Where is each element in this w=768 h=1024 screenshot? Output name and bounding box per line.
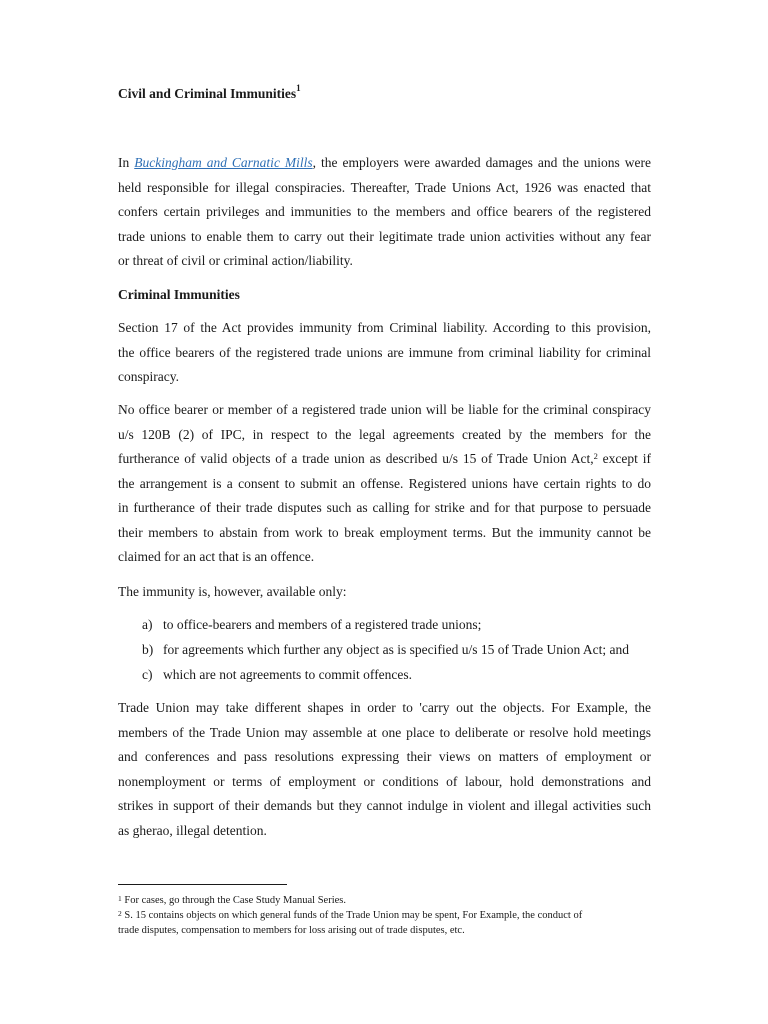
no-office-line-2: u/s 120B (2) of IPC, in respect to the legal agreements created by the members for the: [118, 426, 651, 442]
no-office-line-7: claimed for an act that is an offence.: [118, 549, 315, 564]
no-office-paragraph: [118, 398, 651, 570]
immunity-intro: [118, 580, 651, 605]
section17-line-1: Section 17 of the Act provides immunity from Criminal liability. According to this provision,: [118, 320, 651, 335]
footnote-2-text-line-1: S. 15 contains objects on which general funds of the Trade Union may be spent, For Example, the conduct of: [121, 910, 583, 921]
title-footnote-ref[interactable]: 1: [296, 83, 301, 93]
footnote-ref-2[interactable]: 2: [593, 451, 598, 461]
list-marker: b): [142, 642, 154, 657]
intro-line-5: or threat of civil or criminal action/liability.: [118, 253, 353, 268]
trade-union-line-6: as gherao, illegal detention.: [118, 822, 267, 838]
footnote-separator: [118, 884, 287, 885]
immunity-list: [142, 617, 662, 692]
footnote-1-text: For cases, go through the Case Study Manual Series.: [121, 895, 347, 906]
footnote-2-mark: 2: [118, 909, 122, 918]
list-marker: a): [142, 617, 153, 632]
intro-line-1: [118, 151, 651, 176]
intro-line1-rest: , the employers were awarded damages and the unions were: [312, 155, 652, 170]
no-office-line-4: the arrangement is a consent to submit an offense. Registered unions have certain rights to do: [118, 475, 651, 491]
list-item: [142, 642, 662, 667]
trade-union-line-5: strikes in support of their demands but they cannot indulge in violent and illegal activities such: [118, 798, 651, 813]
case-link-buckingham[interactable]: Buckingham and Carnatic Mills: [134, 155, 313, 170]
list-item-text: to office-bearers and members of a registered trade unions;: [163, 617, 482, 632]
footnote-2-text-line-2: trade disputes, compensation to members for loss arising out of trade disputes, etc.: [118, 925, 465, 936]
footnote-2: [118, 908, 638, 938]
list-item: [142, 617, 662, 642]
intro-prefix: In: [118, 155, 135, 170]
list-item-text: which are not agreements to commit offences.: [163, 667, 413, 682]
criminal-immunities-heading: Criminal Immunities: [118, 287, 240, 302]
no-office-line-5: in furtherance of their trade disputes such as calling for strike and for that purpose to persuade: [118, 500, 651, 515]
title-text: Civil and Criminal Immunities: [118, 86, 297, 101]
section17-line-2: the office bearers of the registered trade unions are immune from criminal liability for criminal: [118, 344, 651, 360]
trade-union-line-1: Trade Union may take different shapes in order to 'carry out the objects. For Example, the: [118, 700, 651, 715]
no-office-line-3b: except if: [597, 451, 651, 466]
intro-line-4: trade unions to enable them to carry out their legitimate trade union activities without any fear: [118, 228, 651, 244]
no-office-line-3: [118, 447, 651, 472]
trade-union-paragraph: [118, 696, 651, 843]
immunity-intro-line: The immunity is, however, available only:: [118, 584, 347, 599]
trade-union-line-3: and conferences and pass resolutions expressing their views on matters of employment or: [118, 749, 651, 764]
intro-line-3: confers certain privileges and immunities to the members and office bearers of the registered: [118, 204, 651, 219]
no-office-line-3a: furtherance of valid objects of a trade union as described u/s 15 of Trade Union Act,: [118, 451, 594, 466]
footnote-1-mark: 1: [118, 894, 122, 903]
trade-union-line-4: nonemployment or terms of employment or conditions of labour, hold demonstrations and: [118, 773, 651, 789]
no-office-line-1: No office bearer or member of a registered trade union will be liable for the criminal conspiracy: [118, 402, 651, 417]
footnotes: [118, 893, 638, 938]
list-item: [142, 667, 662, 692]
list-marker: c): [142, 667, 153, 682]
trade-union-line-2: members of the Trade Union may assemble at one place to deliberate or resolve hold meetings: [118, 724, 651, 740]
no-office-line-6: their members to abstain from work to break employment terms. But the immunity cannot be: [118, 524, 651, 540]
document-title: [118, 83, 301, 102]
list-item-text: for agreements which further any object as is specified u/s 15 of Trade Union Act; and: [163, 642, 630, 657]
intro-paragraph: [118, 151, 651, 274]
footnote-1: [118, 893, 638, 908]
section17-paragraph: [118, 316, 651, 390]
section17-line-3: conspiracy.: [118, 369, 179, 384]
intro-line-2: held responsible for illegal conspiracies. Thereafter, Trade Unions Act, 1926 was enacted that: [118, 179, 651, 195]
